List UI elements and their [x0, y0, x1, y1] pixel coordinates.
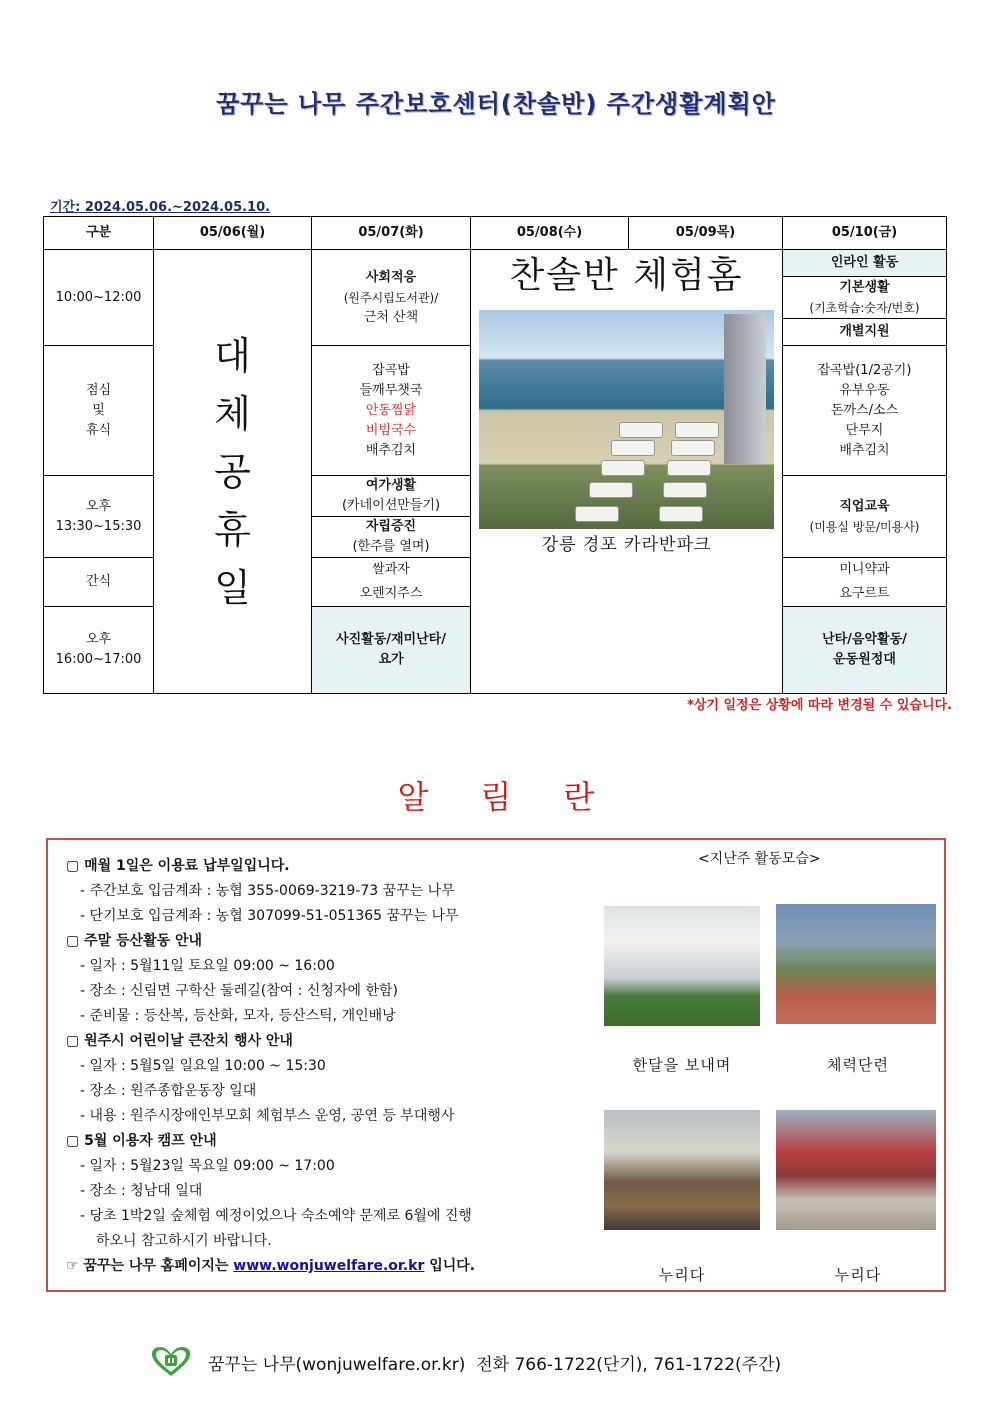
- fri-morning-cell: [783, 250, 947, 346]
- photo-caption: 누리다: [658, 1266, 706, 1284]
- table-row: [44, 250, 947, 346]
- col-header-mon: 05/06(월): [154, 217, 312, 250]
- tue-morning-title: 사회적응: [365, 269, 417, 285]
- fri-vocational-detail: (미용실 방문/미용사): [809, 519, 920, 534]
- notice-item: - 장소 : 청남대 일대: [80, 1183, 203, 1199]
- notice-list: [66, 854, 586, 1279]
- menu-item: 배추김치: [839, 442, 890, 458]
- holiday-char: 공: [214, 449, 251, 494]
- fri-snack: [783, 558, 947, 607]
- snack-item: 미니약과: [839, 562, 890, 577]
- menu-item: 들깨무챗국: [359, 382, 423, 398]
- heart-logo-icon: [150, 1346, 192, 1378]
- notice-item: - 일자 : 5월5일 일요일 10:00 ~ 15:30: [80, 1058, 326, 1074]
- row-label-line: 오후: [85, 632, 112, 647]
- homepage-suffix: 입니다.: [429, 1258, 476, 1274]
- tue-leisure: [312, 476, 470, 517]
- notice-item: - 장소 : 원주종합운동장 일대: [80, 1083, 257, 1099]
- tue-morning-cell: [312, 250, 471, 346]
- weekly-schedule-table: [43, 216, 947, 694]
- fri-pm2-line: 난타/음악활동/: [822, 632, 907, 647]
- tue-pm2-line: 요가: [378, 652, 404, 667]
- tue-leisure-title: 여가생활: [365, 478, 417, 493]
- col-header-thu: 05/09목): [629, 217, 783, 250]
- row-label-pm2: [44, 607, 154, 694]
- activity-photo: [776, 1110, 936, 1230]
- row-label-morning: 10:00~12:00: [44, 250, 154, 346]
- menu-item: 유부우동: [839, 382, 890, 398]
- photo-caption: 한달을 보내며: [632, 1056, 732, 1074]
- tue-independence-detail: (한주를 열며): [352, 539, 430, 554]
- camp-title: 찬솔반 체험홈: [509, 255, 744, 296]
- row-label-line: 점심: [85, 382, 112, 398]
- tue-independence-title: 자립증진: [365, 519, 417, 534]
- row-label-line: 오후: [85, 498, 112, 514]
- snack-item: 오렌지주스: [359, 586, 423, 601]
- menu-item: 돈까스/소스: [830, 402, 899, 418]
- monday-holiday-cell: [154, 250, 312, 694]
- homepage-link[interactable]: www.wonjuwelfare.or.kr: [233, 1258, 425, 1274]
- fri-individual-support: 개별지원: [839, 324, 890, 339]
- tue-morning-detail2: 근처 산책: [363, 309, 419, 325]
- notice-item: - 장소 : 신림면 구학산 둘레길(참여 : 신청자에 한함): [80, 983, 398, 999]
- tue-pm2-cell: [312, 607, 471, 694]
- holiday-char: 대: [214, 333, 251, 378]
- notice-heading: ▢ 원주시 어린이날 큰잔치 행사 안내: [66, 1033, 293, 1049]
- notice-heading: ▢ 매월 1일은 이용료 납부일입니다.: [66, 858, 290, 874]
- period-label: 기간: 2024.05.06.~2024.05.10.: [50, 200, 271, 215]
- notice-item: - 단기보호 입금계좌 : 농협 307099-51-051365 꿈꾸는 나무: [80, 908, 459, 924]
- row-label-lunch: [44, 346, 154, 476]
- fri-pm1-cell: [783, 476, 947, 558]
- menu-item: 비빔국수: [365, 422, 417, 438]
- snack-item: 쌀과자: [372, 562, 410, 577]
- camp-cell: [471, 250, 783, 694]
- notice-item: 하오니 참고하시기 바랍니다.: [96, 1233, 272, 1249]
- schedule-change-note: *상기 일정은 상황에 따라 변경될 수 있습니다.: [687, 698, 952, 713]
- camp-caption: 강릉 경포 카라반파크: [541, 535, 712, 555]
- photo-caption: 누리다: [834, 1266, 882, 1284]
- row-label-line: 13:30~15:30: [55, 518, 142, 534]
- activity-photo: [776, 904, 936, 1024]
- tue-independence: [312, 517, 470, 557]
- fri-lunch-menu: [783, 346, 947, 476]
- activity-photo: [604, 906, 760, 1026]
- notice-item: - 주간보호 입금계좌 : 농협 355-0069-3219-73 꿈꾸는 나무: [80, 883, 455, 899]
- tue-lunch-menu: [312, 346, 471, 476]
- homepage-prefix: ☞ 꿈꾸는 나무 홈페이지는: [66, 1258, 229, 1274]
- page-title: 꿈꾸는 나무 주간보호센터(찬솔반) 주간생활계획안: [216, 90, 776, 118]
- holiday-char: 일: [214, 565, 251, 610]
- notice-box: [46, 838, 946, 1292]
- row-label-line: 16:00~17:00: [55, 652, 142, 667]
- snack-item: 요구르트: [839, 586, 890, 601]
- tue-leisure-detail: (카네이션만들기): [341, 498, 441, 513]
- fri-basic-life-title: 기본생활: [839, 279, 890, 295]
- menu-item: 잡곡밥: [372, 362, 410, 378]
- fri-basic-life-detail: (기초학습:숫자/번호): [809, 300, 920, 315]
- row-label-pm1: [44, 476, 154, 558]
- gallery-title: <지난주 활동모습>: [698, 851, 821, 867]
- footer: [150, 1346, 870, 1378]
- row-label-line: 휴식: [85, 422, 112, 438]
- notice-item: - 당초 1박2일 숲체험 예정이었으나 숙소예약 문제로 6월에 진행: [80, 1208, 472, 1224]
- menu-item: 단무지: [845, 422, 884, 438]
- fri-pm2-cell: [783, 607, 947, 694]
- notice-heading: ▢ 주말 등산활동 안내: [66, 933, 203, 949]
- notice-item: - 준비물 : 등산복, 등산화, 모자, 등산스틱, 개인배낭: [80, 1008, 396, 1024]
- holiday-char: 휴: [214, 507, 251, 552]
- notice-title: 알림란: [397, 778, 647, 816]
- menu-item: 안동찜닭: [365, 402, 417, 418]
- camp-photo: [479, 310, 774, 529]
- fri-pm2-line: 운동원정대: [833, 652, 896, 667]
- tue-pm1-cell: [312, 476, 471, 558]
- homepage-line: [66, 1254, 586, 1279]
- menu-item: 배추김치: [365, 442, 417, 458]
- notice-heading: ▢ 5월 이용자 캠프 안내: [66, 1133, 217, 1149]
- col-header-wed: 05/08(수): [471, 217, 629, 250]
- col-header-category: 구분: [44, 217, 154, 250]
- tue-pm2-line: 사진활동/재미난타/: [336, 632, 446, 647]
- menu-item: 잡곡밥(1/2공기): [817, 362, 912, 378]
- col-header-tue: 05/07(화): [312, 217, 471, 250]
- tue-snack: [312, 558, 471, 607]
- fri-inline-activity: 인라인 활동: [783, 250, 946, 277]
- table-header-row: [44, 217, 947, 250]
- photo-caption: 체력단련: [827, 1056, 889, 1074]
- row-label-line: 및: [92, 402, 105, 418]
- notice-item: - 일자 : 5월11일 토요일 09:00 ~ 16:00: [80, 958, 335, 974]
- notice-item: - 내용 : 원주시장애인부모회 체험부스 운영, 공연 등 부대행사: [80, 1108, 455, 1124]
- holiday-char: 체: [214, 391, 251, 436]
- fri-vocational-title: 직업교육: [839, 498, 890, 514]
- tue-morning-detail: (원주시립도서관)/: [343, 290, 439, 305]
- row-label-snack: 간식: [44, 558, 154, 607]
- fri-basic-life: [783, 277, 946, 319]
- activity-photo: [604, 1110, 760, 1230]
- col-header-fri: 05/10(금): [783, 217, 947, 250]
- notice-item: - 일자 : 5월23일 목요일 09:00 ~ 17:00: [80, 1158, 335, 1174]
- footer-text: 꿈꾸는 나무(wonjuwelfare.or.kr) 전화 766-1722(단기), 761-1722(주간): [208, 1354, 782, 1375]
